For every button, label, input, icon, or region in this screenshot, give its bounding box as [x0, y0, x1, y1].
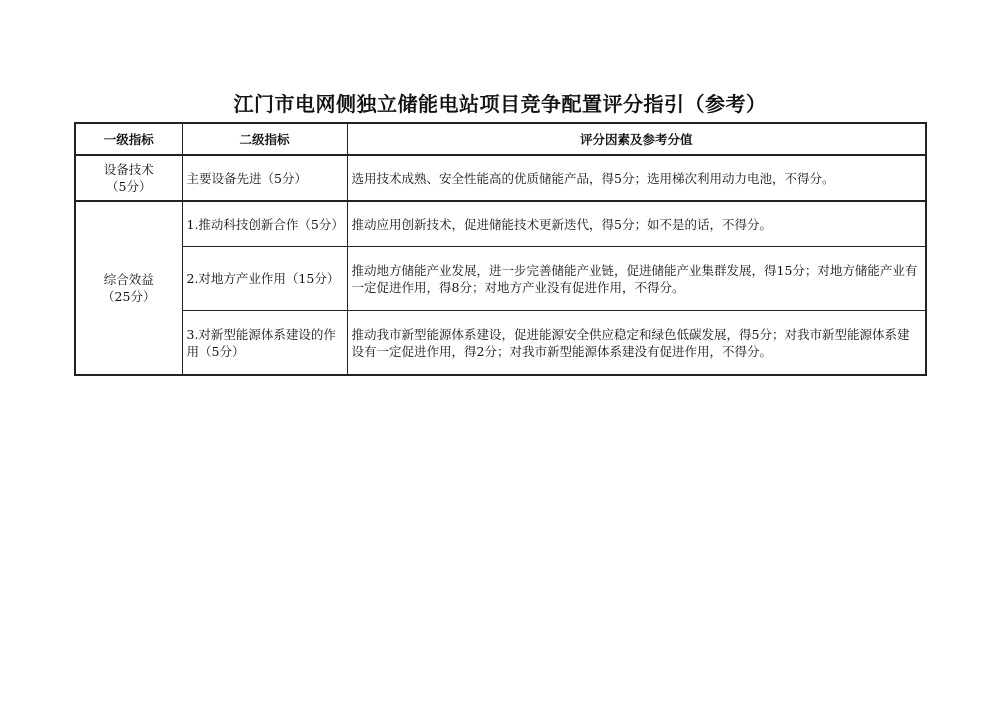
level2-cell: 2.对地方产业作用（15分） [182, 247, 347, 311]
table-row [75, 201, 926, 247]
scoring-table [74, 122, 927, 376]
header-level2: 二级指标 [182, 123, 347, 155]
level1-name: 设备技术 [103, 162, 154, 177]
level1-cell [75, 201, 182, 375]
level2-cell: 3.对新型能源体系建设的作用（5分） [182, 311, 347, 376]
page-title: 江门市电网侧独立储能电站项目竞争配置评分指引（参考） [233, 92, 767, 116]
header-criteria: 评分因素及参考分值 [347, 123, 926, 155]
table-row [75, 155, 926, 201]
table-row [75, 247, 926, 311]
criteria-cell: 选用技术成熟、安全性能高的优质储能产品，得5分；选用梯次利用动力电池，不得分。 [347, 155, 926, 201]
level1-score: （5分） [106, 179, 152, 194]
level1-score: （25分） [102, 289, 156, 304]
header-level1: 一级指标 [75, 123, 182, 155]
criteria-cell: 推动我市新型能源体系建设，促进能源安全供应稳定和绿色低碳发展，得5分；对我市新型能源体系建设有一定促进作用，得2分；对我市新型能源体系建没有促进作用，不得分。 [347, 311, 926, 376]
level1-cell [75, 155, 182, 201]
level2-cell: 主要设备先进（5分） [182, 155, 347, 201]
criteria-cell: 推动地方储能产业发展，进一步完善储能产业链，促进储能产业集群发展，得15分；对地方储能产业有一定促进作用，得8分；对地方产业没有促进作用，不得分。 [347, 247, 926, 311]
criteria-cell: 推动应用创新技术，促进储能技术更新迭代，得5分；如不是的话，不得分。 [347, 201, 926, 247]
table-row [75, 311, 926, 376]
table-header-row [75, 123, 926, 155]
level2-cell: 1.推动科技创新合作（5分） [182, 201, 347, 247]
level1-name: 综合效益 [103, 272, 154, 287]
